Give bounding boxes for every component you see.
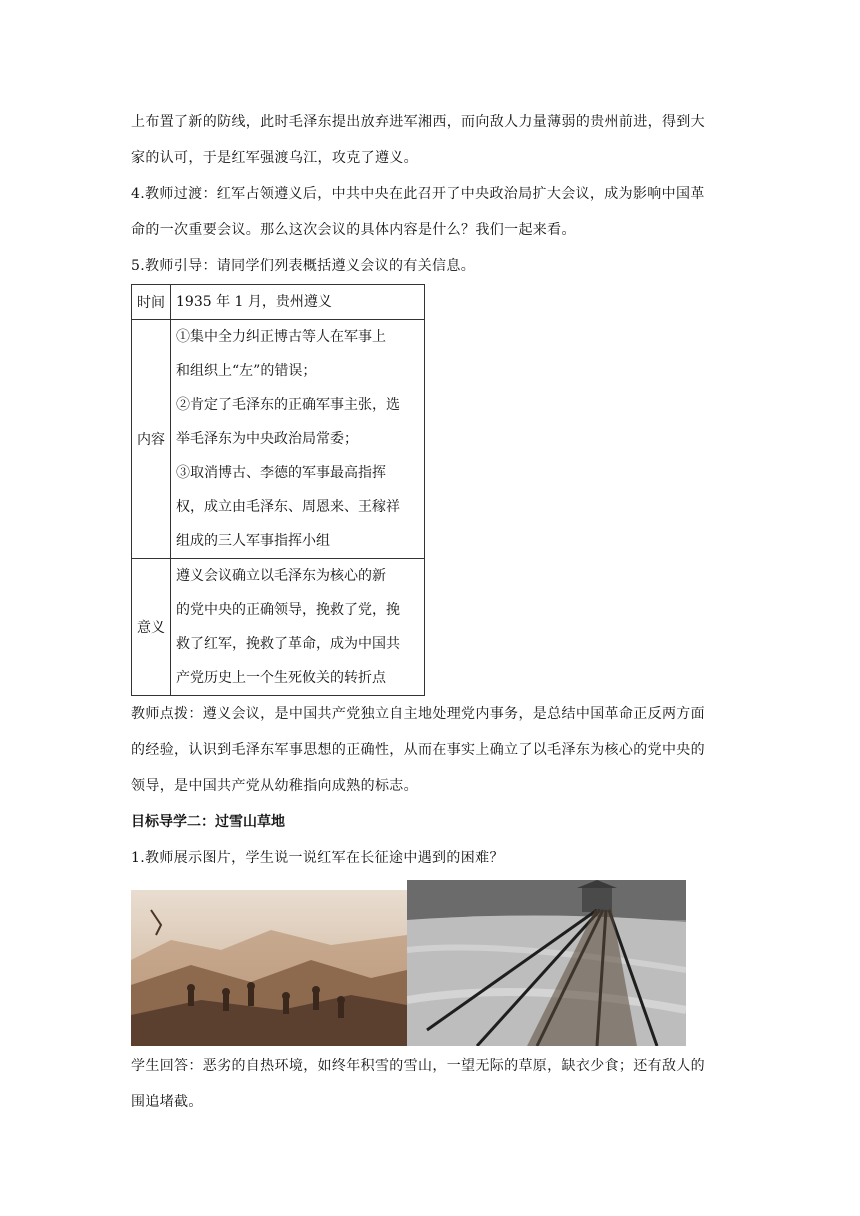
text-line: 1.教师展示图片，学生说一说红军在长征途中遇到的困难？ (131, 850, 504, 866)
cell-line: 举毛泽东为中央政治局常委； (176, 431, 358, 447)
text-line: 命的一次重要会议。那么这次会议的具体内容是什么？我们一起来看。 (131, 222, 576, 238)
luding-chain-bridge-photo (407, 880, 686, 1046)
text-line: 的经验，认识到毛泽东军事思想的正确性，从而在事实上确立了以毛泽东为核心的党中央的 (131, 742, 705, 758)
cell-line: 遵义会议确立以毛泽东为核心的新 (176, 568, 386, 584)
cell-line: 和组织上“左”的错误； (176, 363, 317, 379)
image-row (131, 880, 731, 1048)
student-answer-paragraph (131, 1048, 731, 1120)
meaning-value (171, 559, 425, 696)
text-line: 上布置了新的防线，此时毛泽东提出放弃进军湘西，而向敌人力量薄弱的贵州前进，得到大 (131, 114, 705, 130)
text-line: 5.教师引导：请同学们列表概括遵义会议的有关信息。 (131, 258, 476, 274)
goal2-item-1 (131, 840, 731, 876)
table-row (132, 320, 425, 559)
cell-line: 组成的三人军事指挥小组 (176, 533, 330, 549)
item-5-paragraph (131, 248, 731, 284)
cell-line: 的党中央的正确领导，挽救了党，挽 (176, 602, 400, 618)
text-line: 家的认可，于是红军强渡乌江，攻克了遵义。 (131, 150, 418, 166)
cell-line: 权，成立由毛泽东、周恩来、王稼祥 (176, 499, 400, 515)
cell-line: ②肯定了毛泽东的正确军事主张，选 (176, 397, 400, 413)
cell-line: ③取消博古、李德的军事最高指挥 (176, 465, 386, 481)
cell-line: 救了红军，挽救了革命，成为中国共 (176, 636, 400, 652)
zunyi-meeting-table (131, 284, 425, 696)
meaning-label: 意义 (132, 559, 171, 696)
text-line: 领导，是中国共产党从幼稚指向成熟的标志。 (131, 778, 418, 794)
cell-line: ①集中全力纠正博古等人在军事上 (176, 329, 386, 345)
section-heading: 目标导学二：过雪山草地 (131, 814, 285, 830)
content-value (171, 320, 425, 559)
time-value: 1935 年 1 月，贵州遵义 (171, 285, 425, 320)
teacher-note-paragraph (131, 696, 731, 804)
text-line: 4.教师过渡：红军占领遵义后，中共中央在此召开了中央政治局扩大会议，成为影响中国革 (131, 186, 705, 202)
table-row (132, 285, 425, 320)
text-line: 围追堵截。 (131, 1094, 203, 1110)
item-4-paragraph (131, 176, 731, 248)
snow-mountain-illustration (131, 890, 407, 1046)
content-label: 内容 (132, 320, 171, 559)
cell-line: 产党历史上一个生死攸关的转折点 (176, 670, 386, 686)
document-page (131, 104, 731, 1120)
table-row (132, 559, 425, 696)
text-line: 教师点拨：遵义会议，是中国共产党独立自主地处理党内事务，是总结中国革命正反两方面 (131, 706, 705, 722)
time-label: 时间 (132, 285, 171, 320)
intro-paragraph (131, 104, 731, 176)
text-line: 学生回答：恶劣的自热环境，如终年积雪的雪山，一望无际的草原，缺衣少食；还有敌人的 (131, 1058, 705, 1074)
